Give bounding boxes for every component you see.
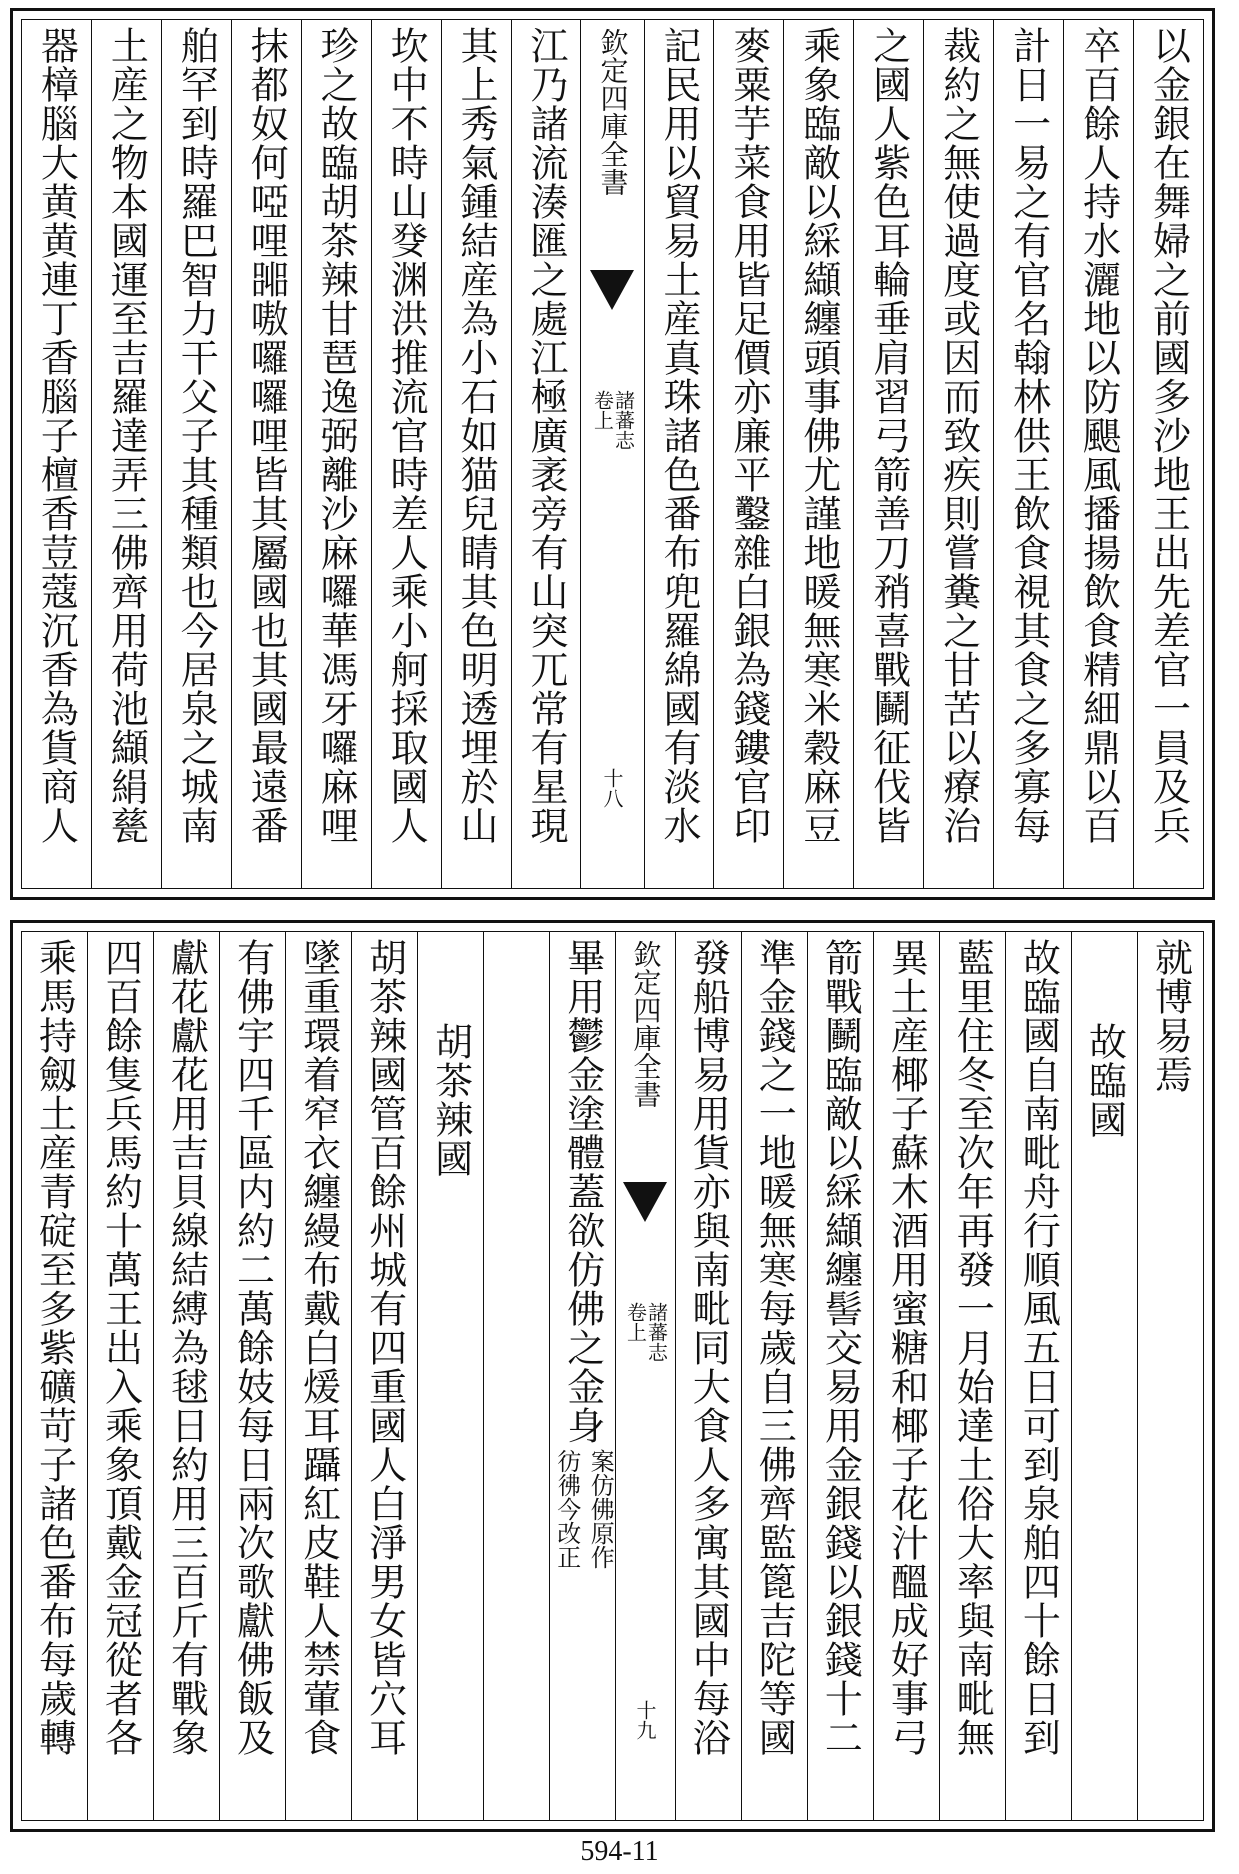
- text-column: [231, 20, 301, 888]
- text-column: [441, 20, 511, 888]
- column-text: 卒百餘人持水灑地以防颶風播揚飲食精細鼎以百: [1076, 26, 1121, 845]
- text-column: [351, 932, 417, 1820]
- text-column: [371, 20, 441, 888]
- text-column: [511, 20, 581, 888]
- column-text: 計日一易之有官名翰林供王飲食視其食之多寡每: [1006, 26, 1051, 845]
- top-page: [10, 8, 1215, 900]
- text-column: [923, 20, 993, 888]
- text-column: [644, 20, 714, 888]
- column-text: 器樟腦大黄黄連丁香腦子檀香荳蔻沉香為貨商人: [34, 26, 79, 845]
- column-text: 之國人紫色耳輪垂肩習弓箭善刀矟喜戰鬭征伐皆: [866, 26, 911, 845]
- column-text: 土産之物本國運至吉羅達弄三佛齊用荷池纈絹甆: [104, 26, 149, 845]
- spine-title: 欽定四庫全書: [629, 940, 663, 1108]
- text-column: [285, 932, 351, 1820]
- text-column: [993, 20, 1063, 888]
- fish-tail-mark: [590, 270, 634, 310]
- top-page-frame: [21, 19, 1204, 889]
- section-title: 故臨國: [1082, 1022, 1127, 1139]
- section-title-column: [417, 932, 483, 1820]
- text-column: [807, 932, 873, 1820]
- text-column: [153, 932, 219, 1820]
- top-columns: [22, 20, 1203, 888]
- text-column: [22, 20, 91, 888]
- spine-column: [580, 20, 643, 888]
- section-title-column: [1071, 932, 1137, 1820]
- blank-column: [483, 932, 549, 1820]
- spine-title: 欽定四庫全書: [596, 28, 630, 196]
- spine-book: 諸蕃志: [644, 1302, 669, 1362]
- column-text: 有佛宇四千區内約二萬餘妓每日兩次歌獻佛飯及: [230, 938, 275, 1757]
- column-text: 箭戰鬭臨敵以綵纈纏髻交易用金銀錢以銀錢十二: [818, 938, 863, 1757]
- text-column: [87, 932, 153, 1820]
- column-text: 抹都奴何啞哩嘂嗷囉囉哩皆其屬國也其國最遠番: [244, 26, 289, 845]
- text-column: [873, 932, 939, 1820]
- column-text: 裁約之無使過度或因而致疾則嘗糞之甘苦以療治: [936, 26, 981, 845]
- column-text: 麥粟芋菜食用皆足價亦廉平鑿雜白銀為錢鏤官印: [726, 26, 771, 845]
- text-column: [741, 932, 807, 1820]
- spine-book-volume: [590, 390, 636, 450]
- text-column: [939, 932, 1005, 1820]
- column-text: 就博易焉: [1148, 938, 1193, 1094]
- column-text: 墜重環着窄衣纏縵布戴白煖耳躡紅皮鞋人禁葷食: [296, 938, 341, 1757]
- editor-note: [552, 1449, 613, 1569]
- bottom-columns: [22, 932, 1203, 1820]
- editor-note-line: 彷彿今改正: [552, 1449, 581, 1569]
- spine-page-number: 十八: [599, 768, 624, 808]
- column-text: 藍里住冬至次年再發一月始達土俗大率與南毗無: [950, 938, 995, 1757]
- column-text: 以金銀在舞婦之前國多沙地王出先差官一員及兵: [1146, 26, 1191, 845]
- column-text: 坎中不時山癹渊洪推流官時差人乘小舸採取國人: [384, 26, 429, 845]
- spine-volume: 卷上: [590, 390, 615, 430]
- spine-column: [615, 932, 675, 1820]
- column-text: 準金錢之一地暖無寒每歲自三佛齊監篦吉陀等國: [752, 938, 797, 1757]
- bottom-page: [10, 920, 1215, 1832]
- column-text: 乘象臨敵以綵纈纏頭事佛尤謹地暖無寒米穀麻豆: [796, 26, 841, 845]
- text-column: [675, 932, 741, 1820]
- text-column-with-note: [549, 932, 615, 1820]
- text-column: [1063, 20, 1133, 888]
- text-column: [161, 20, 231, 888]
- column-text: 四百餘隻兵馬約十萬王出入乘象頂戴金冠從者各: [98, 938, 143, 1757]
- text-column: [22, 932, 87, 1820]
- column-text: 珍之故臨胡茶辣甘琶逸弼離沙麻囉華馮牙囉麻哩: [314, 26, 359, 845]
- text-column: [853, 20, 923, 888]
- section-title: 胡茶辣國: [428, 1022, 473, 1178]
- column-text: 其上秀氣鍾結産為小石如猫兒睛其色明透埋於山: [454, 26, 499, 845]
- column-text: 異土産椰子蘇木酒用蜜糖和椰子花汁醞成好事弓: [884, 938, 929, 1757]
- column-text: 記民用以貿易土産真珠諸色番布兜羅綿國有淡水: [656, 26, 701, 845]
- column-text: 故臨國自南毗舟行順風五日可到泉舶四十餘日到: [1016, 938, 1061, 1757]
- spine-book: 諸蕃志: [611, 390, 636, 450]
- column-text: 獻花獻花用吉貝線結縛為毬日約用三百斤有戰象: [164, 938, 209, 1757]
- column-text: 舶罕到時羅巴智力干父子其種類也今居泉之城南: [174, 26, 219, 845]
- text-column: [1137, 932, 1203, 1820]
- column-text: 乘馬持劔土産青碇至多紫礦苛子諸色番布每歲轉: [32, 938, 77, 1757]
- spine-book-volume: [623, 1302, 669, 1362]
- text-column: [301, 20, 371, 888]
- mixed-column: [552, 932, 613, 1820]
- editor-note-line: 案仿佛原作: [586, 1449, 615, 1569]
- text-column: [713, 20, 783, 888]
- bottom-page-frame: [21, 931, 1204, 1821]
- text-column: [91, 20, 161, 888]
- text-column: [1133, 20, 1203, 888]
- spine-volume: 卷上: [623, 1302, 648, 1342]
- spine-page-number: 十九: [632, 1700, 657, 1740]
- page-footer-number: 594-11: [580, 1836, 659, 1867]
- text-column: [783, 20, 853, 888]
- column-text: 發船博易用貨亦與南毗同大食人多寓其國中每浴: [686, 938, 731, 1757]
- fish-tail-mark: [623, 1182, 667, 1222]
- column-text: 胡茶辣國管百餘州城有四重國人白淨男女皆穴耳: [362, 938, 407, 1757]
- text-column: [219, 932, 285, 1820]
- column-text: 畢用鬱金塗體蓋欲仿佛之金身: [560, 938, 605, 1445]
- text-column: [1005, 932, 1071, 1820]
- column-text: 江乃諸流湊匯之處江極廣袤旁有山突兀常有星現: [523, 26, 568, 845]
